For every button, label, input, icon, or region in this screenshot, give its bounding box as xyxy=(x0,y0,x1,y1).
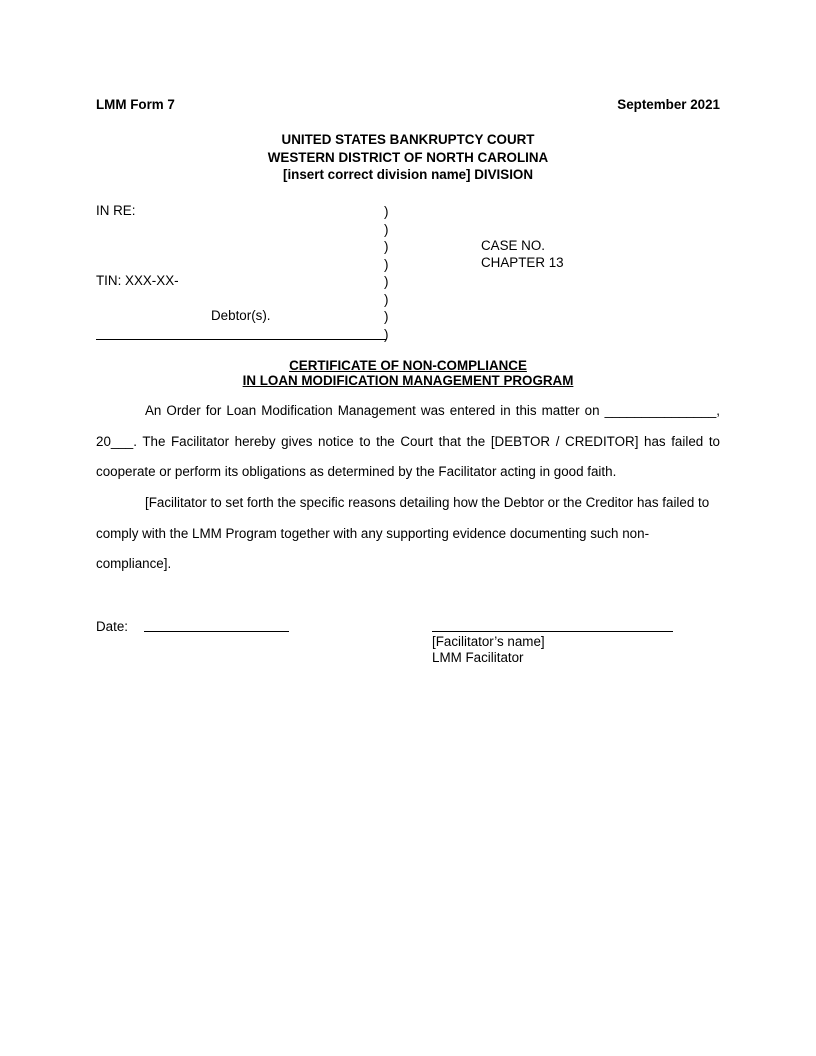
caption-underline xyxy=(96,339,386,340)
certificate-title-line1: CERTIFICATE OF NON-COMPLIANCE xyxy=(289,358,527,373)
tin-label: TIN: XXX-XX- xyxy=(96,273,179,288)
paragraph-2-line-3: compliance]. xyxy=(96,556,172,571)
court-division: [insert correct division name] DIVISION xyxy=(282,167,534,182)
paren: ) xyxy=(384,204,389,219)
facilitator-name: [Facilitator’s name] xyxy=(432,634,545,649)
caption-parentheses xyxy=(384,203,388,343)
certificate-title xyxy=(96,358,720,373)
paragraph-1 xyxy=(96,396,720,488)
form-date: September 2021 xyxy=(617,97,720,112)
chapter-label: CHAPTER 13 xyxy=(481,255,564,270)
paren: ) xyxy=(384,309,389,324)
paren: ) xyxy=(384,221,389,237)
court-district: WESTERN DISTRICT OF NORTH CAROLINA xyxy=(267,150,549,165)
case-number-label: CASE NO. xyxy=(481,238,545,253)
date-line xyxy=(144,631,289,632)
date-label: Date: xyxy=(96,619,129,634)
paragraph-1-line-3: cooperate or perform its obligations as determined by the Facilitator acting in good faith. xyxy=(96,464,617,479)
signature-line xyxy=(432,631,673,632)
paragraph-1-line-2: 20___. The Facilitator hereby gives notice to the Court that the [DEBTOR / CREDITOR] has failed to xyxy=(96,433,720,449)
paren: ) xyxy=(384,239,389,254)
facilitator-role: LMM Facilitator xyxy=(432,650,524,665)
paren: ) xyxy=(384,326,389,342)
paren: ) xyxy=(384,291,389,307)
form-id: LMM Form 7 xyxy=(96,97,175,112)
debtor-label: Debtor(s). xyxy=(211,308,271,323)
paragraph-2-line-1: [Facilitator to set forth the specific reasons detailing how the Debtor or the Creditor has failed to xyxy=(145,495,710,510)
paragraph-2-line-2: comply with the LMM Program together with any supporting evidence documenting such non- xyxy=(96,525,650,541)
court-name: UNITED STATES BANKRUPTCY COURT xyxy=(281,132,535,147)
in-re-label: IN RE: xyxy=(96,203,136,218)
paren: ) xyxy=(384,256,389,272)
certificate-title-line2: IN LOAN MODIFICATION MANAGEMENT PROGRAM xyxy=(242,373,574,388)
paragraph-2 xyxy=(96,488,720,580)
paren: ) xyxy=(384,274,389,289)
paragraph-1-line-1: An Order for Loan Modification Management was entered in this matter on _______________, xyxy=(145,403,720,418)
certificate-subtitle xyxy=(96,373,720,388)
